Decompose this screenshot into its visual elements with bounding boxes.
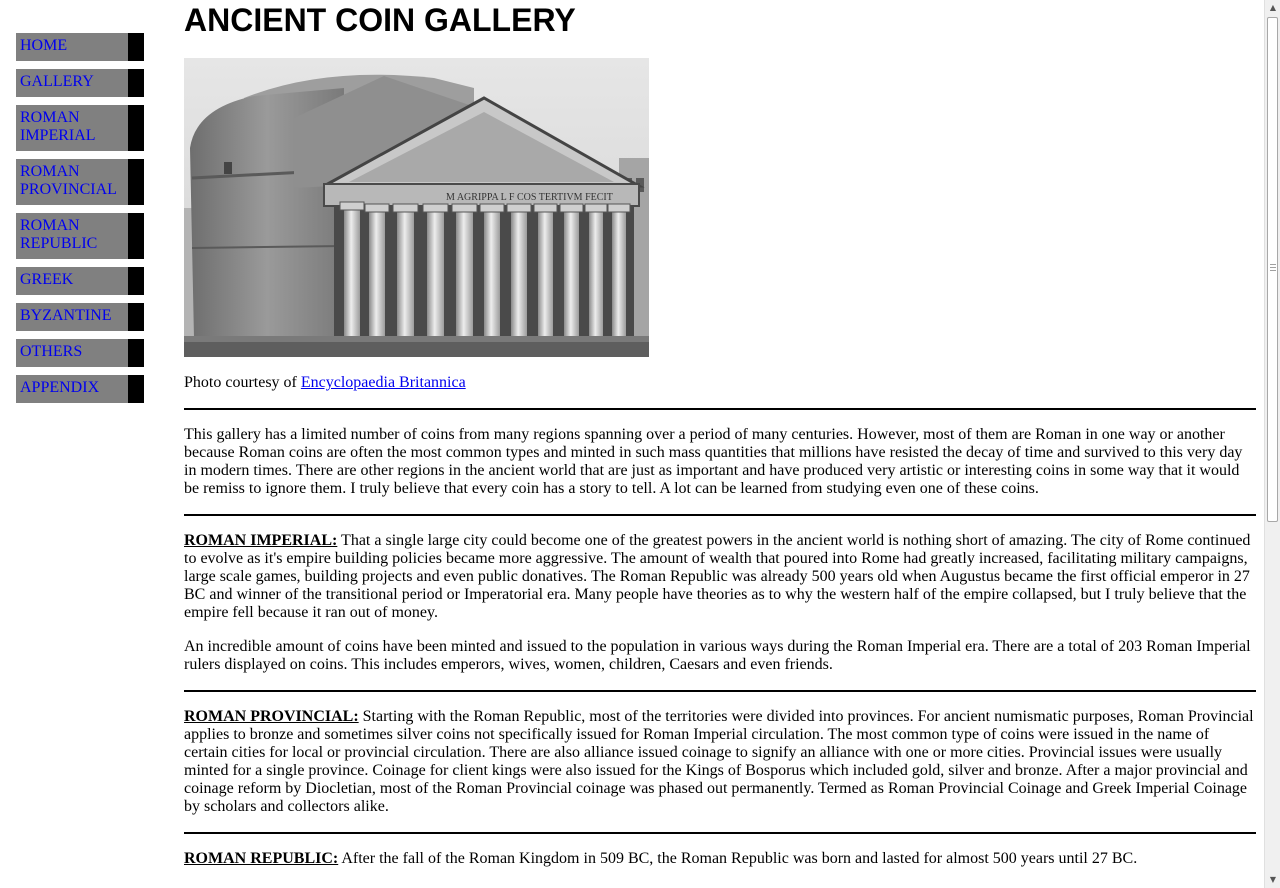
nav-item-others[interactable] (16, 339, 144, 367)
thumb-grip (1270, 270, 1276, 271)
nav-item-roman-imperial[interactable] (16, 105, 144, 151)
encyclopaedia-britannica-link[interactable]: Encyclopaedia Britannica (300, 374, 466, 391)
nav-item-label: ROMAN IMPERIAL (20, 109, 96, 144)
nav-item-appendix[interactable] (16, 375, 144, 403)
section-heading-roman-republic: ROMAN REPUBLIC: (184, 850, 339, 867)
nav-item-label: ROMAN REPUBLIC (20, 217, 98, 252)
sidebar-nav (16, 33, 144, 411)
nav-item-greek[interactable] (16, 267, 144, 295)
pantheon-photo (184, 58, 649, 357)
nav-item-label: GALLERY (20, 73, 94, 90)
section-heading-roman-imperial: ROMAN IMPERIAL: (184, 532, 338, 549)
thumb-grip (1270, 264, 1276, 265)
scroll-up-arrow-icon[interactable]: ▲ (1269, 3, 1277, 12)
nav-item-roman-republic[interactable] (16, 213, 144, 259)
nav-item-label: BYZANTINE (20, 307, 112, 324)
page-title: ANCIENT COIN GALLERY (184, 2, 576, 38)
nav-item-label: APPENDIX (20, 379, 100, 396)
section-text: Starting with the Roman Republic, most of the territories were divided into provinces. For ancient numismatic purposes, Roman Provincial applies to bronze and sometimes silver coins not specifically issued for Roman Imperial circulation. The most common type of coins were issued in the name of certain cities for local or provincial circulation. There are also alliance issued coinage to signify an alliance with one or more cities. Provincial issues were usually minted for a single province. Coinage for client kings were also issued for the Kings of Bosporus which included gold, silver and bronze. After a major provincial and coinage reform by Diocletian, most of the Roman Provincial coinage was phased out permanently. Termed as Roman Provincial Coinage and Greek Imperial Coinage by scholars and collectors alike. (184, 708, 1254, 815)
nav-item-home[interactable] (16, 33, 144, 61)
scroll-down-arrow-icon[interactable]: ▼ (1269, 875, 1277, 884)
nav-item-label: OTHERS (20, 343, 83, 360)
svg-text:M AGRIPPA L F COS TERTIVM FECI: M AGRIPPA L F COS TERTIVM FECIT (446, 192, 613, 203)
nav-item-label: HOME (20, 37, 68, 54)
caption-prefix: Photo courtesy of (184, 374, 301, 391)
roman-imperial-paragraph-2: An incredible amount of coins have been minted and issued to the population in various ways during the Roman Imperial era. There are a total of 203 Roman Imperial rulers displayed on coins. This includes emperors, wives, women, children, Caesars and even friends. (184, 638, 1251, 673)
nav-item-label: ROMAN PROVINCIAL (20, 163, 117, 198)
vertical-scrollbar[interactable] (1264, 0, 1280, 888)
roman-provincial-paragraph (184, 708, 1256, 816)
photo-caption (184, 374, 1256, 392)
main-content (184, 0, 1256, 868)
section-text: After the fall of the Roman Kingdom in 509 BC, the Roman Republic was born and lasted for almost 500 years until 27 BC. (338, 850, 1138, 867)
thumb-grip (1270, 267, 1276, 268)
divider (184, 408, 1256, 410)
section-text: That a single large city could become one of the greatest powers in the ancient world is nothing short of amazing. The city of Rome continued to evolve as it's empire building policies became more aggressive. The amount of wealth that poured into Rome had greatly increased, facilitating military campaigns, large scale games, building projects and even public donatives. The Roman Republic was already 500 years old when Augustus became the first official emperor in 27 BC and winner of the transitional period or Imperatorial era. Many people have theories as to why the western half of the empire collapsed, but I truly believe that the empire fell because it ran out of money. (184, 532, 1251, 621)
roman-republic-paragraph (184, 850, 1256, 868)
nav-item-byzantine[interactable] (16, 303, 144, 331)
intro-paragraph: This gallery has a limited number of coins from many regions spanning over a period of many centuries. However, most of them are Roman in one way or another because Roman coins are often the most common types and minted in such mass quantities that millions have resisted the decay of time and survived to this very day in modern times. There are other regions in the ancient world that are just as important and have produced very artistic or interesting coins in some way that it would be remiss to ignore them. I truly believe that every coin has a story to tell. A lot can be learned from studying even one of these coins. (184, 426, 1243, 497)
nav-item-roman-provincial[interactable] (16, 159, 144, 205)
divider (184, 832, 1256, 834)
divider (184, 514, 1256, 516)
nav-item-gallery[interactable] (16, 69, 144, 97)
divider (184, 690, 1256, 692)
roman-imperial-paragraph (184, 532, 1256, 622)
scrollbar-thumb[interactable] (1267, 17, 1278, 522)
section-heading-roman-provincial: ROMAN PROVINCIAL: (184, 708, 359, 725)
nav-item-label: GREEK (20, 271, 74, 288)
